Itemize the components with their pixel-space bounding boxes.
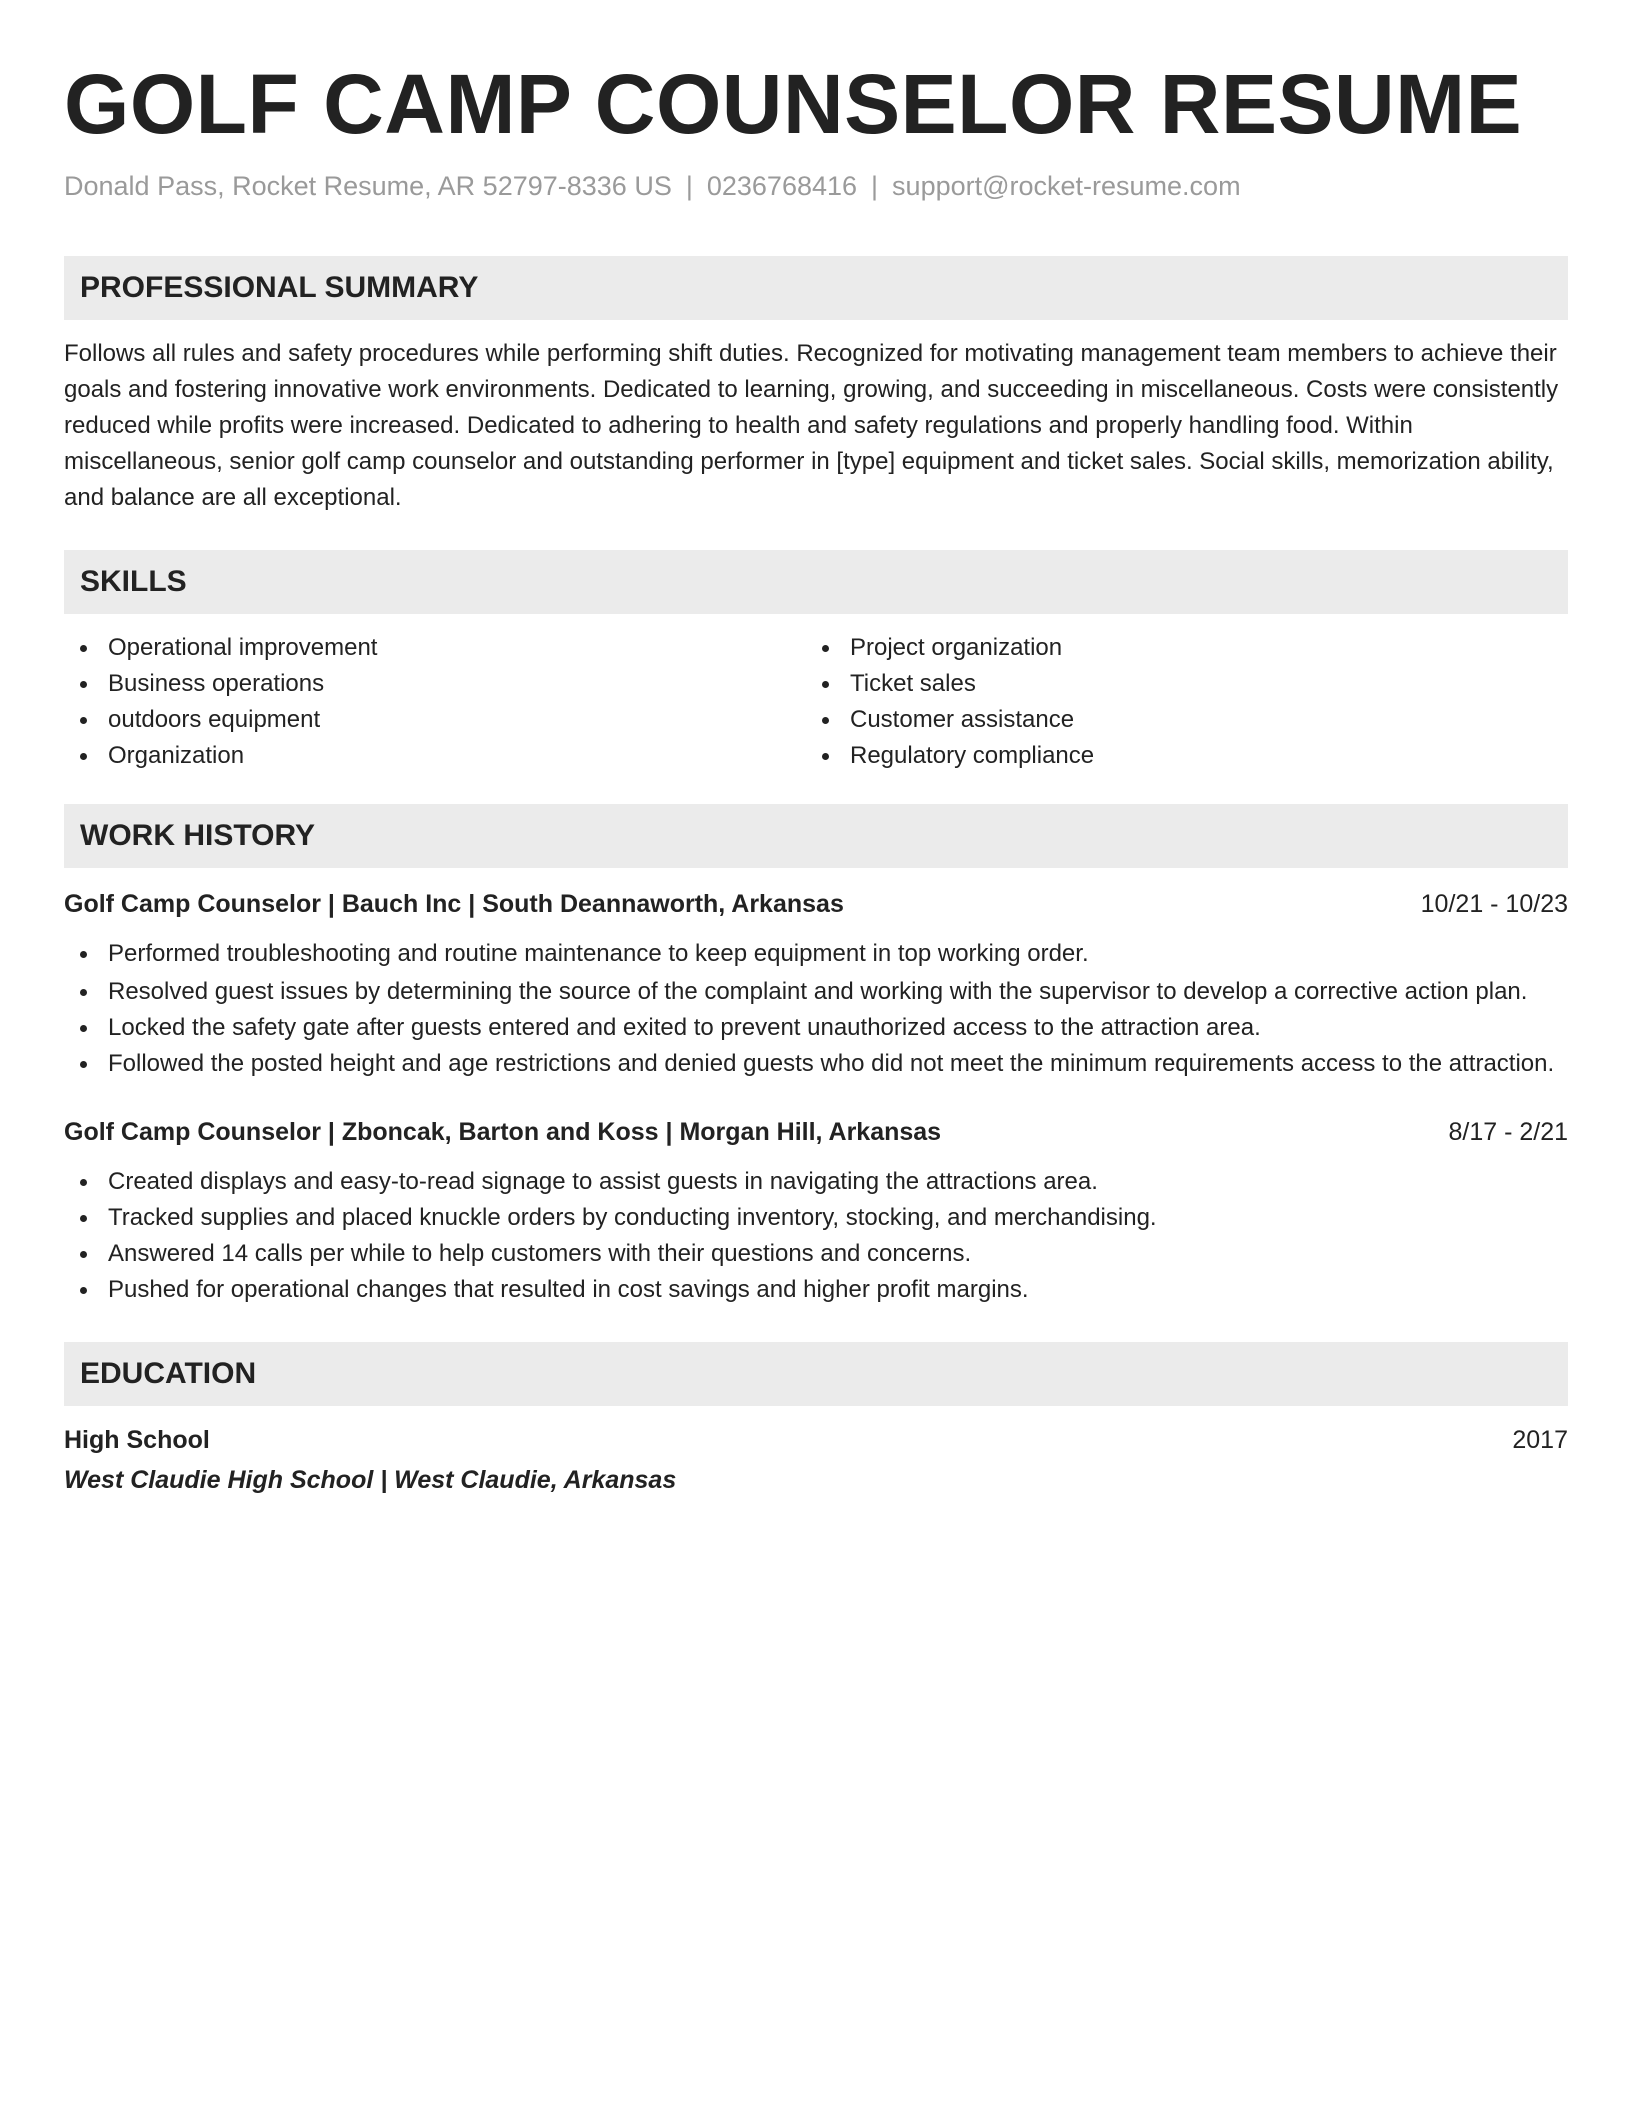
contact-email: support@rocket-resume.com (892, 171, 1241, 201)
education-degree: High School (64, 1426, 210, 1454)
skill-item: Operational improvement (64, 630, 806, 666)
contact-address: Donald Pass, Rocket Resume, AR 52797-8336 US (64, 171, 672, 201)
section-header-skills: SKILLS (64, 550, 1568, 614)
skill-item: Project organization (806, 630, 1548, 666)
job-bullet: Pushed for operational changes that resulted in cost savings and higher profit margins. (64, 1272, 1568, 1308)
job-bullet: Tracked supplies and placed knuckle orders by conducting inventory, stocking, and merchandising. (64, 1200, 1568, 1236)
education-year: 2017 (1512, 1426, 1568, 1454)
job-bullet: Resolved guest issues by determining the source of the complaint and working with the supervisor to develop a corrective action plan. (64, 974, 1568, 1010)
job-bullet: Locked the safety gate after guests entered and exited to prevent unauthorized access to the attraction area. (64, 1010, 1568, 1046)
job-heading (64, 886, 1568, 922)
job-entry (64, 886, 1568, 1082)
skills-column-left (64, 630, 806, 774)
education-school: West Claudie High School | West Claudie, Arkansas (64, 1466, 677, 1494)
skill-item: Organization (64, 738, 806, 774)
skill-item: outdoors equipment (64, 702, 806, 738)
summary-text: Follows all rules and safety procedures while performing shift duties. Recognized for motivating management team members to achieve their goals and fostering innovative work environments. Dedicated to learning, growing, and succeeding in miscellaneous. Costs were consistently reduced while profits were increased. Dedicated to adhering to health and safety regulations and properly handling food. Within miscellaneous, senior golf camp counselor and outstanding performer in [type] equipment and ticket sales. Social skills, memorization ability, and balance are all exceptional. (64, 340, 1559, 511)
job-bullet: Answered 14 calls per while to help customers with their questions and concerns. (64, 1236, 1568, 1272)
section-header-work-history: WORK HISTORY (64, 804, 1568, 868)
skills-grid (64, 630, 1568, 774)
resume-title: GOLF CAMP COUNSELOR RESUME (64, 57, 1523, 151)
contact-phone: 0236768416 (706, 171, 858, 201)
education-heading (64, 1422, 1568, 1458)
contact-separator: | (685, 171, 693, 201)
job-bullet: Performed troubleshooting and routine maintenance to keep equipment in top working order. (64, 936, 1568, 972)
job-title: Golf Camp Counselor | Bauch Inc | South Deannaworth, Arkansas (64, 890, 844, 918)
job-bullet-list (64, 1164, 1568, 1308)
job-bullet: Created displays and easy-to-read signage to assist guests in navigating the attractions area. (64, 1164, 1568, 1200)
contact-separator: | (871, 171, 879, 201)
section-header-education: EDUCATION (64, 1342, 1568, 1406)
skill-item: Business operations (64, 666, 806, 702)
education-entry (64, 1422, 1568, 1498)
skill-item: Ticket sales (806, 666, 1548, 702)
skill-item: Regulatory compliance (806, 738, 1548, 774)
job-entry (64, 1114, 1568, 1308)
skills-column-right (806, 630, 1548, 774)
contact-line (64, 168, 1568, 204)
job-dates: 10/21 - 10/23 (1420, 890, 1568, 918)
section-header-summary: PROFESSIONAL SUMMARY (64, 256, 1568, 320)
skill-item: Customer assistance (806, 702, 1548, 738)
job-dates: 8/17 - 2/21 (1448, 1118, 1568, 1146)
job-title: Golf Camp Counselor | Zboncak, Barton and Koss | Morgan Hill, Arkansas (64, 1118, 942, 1146)
job-bullet-list (64, 936, 1568, 1082)
job-heading (64, 1114, 1568, 1150)
job-bullet: Followed the posted height and age restrictions and denied guests who did not meet the minimum requirements access to the attraction. (64, 1046, 1568, 1082)
